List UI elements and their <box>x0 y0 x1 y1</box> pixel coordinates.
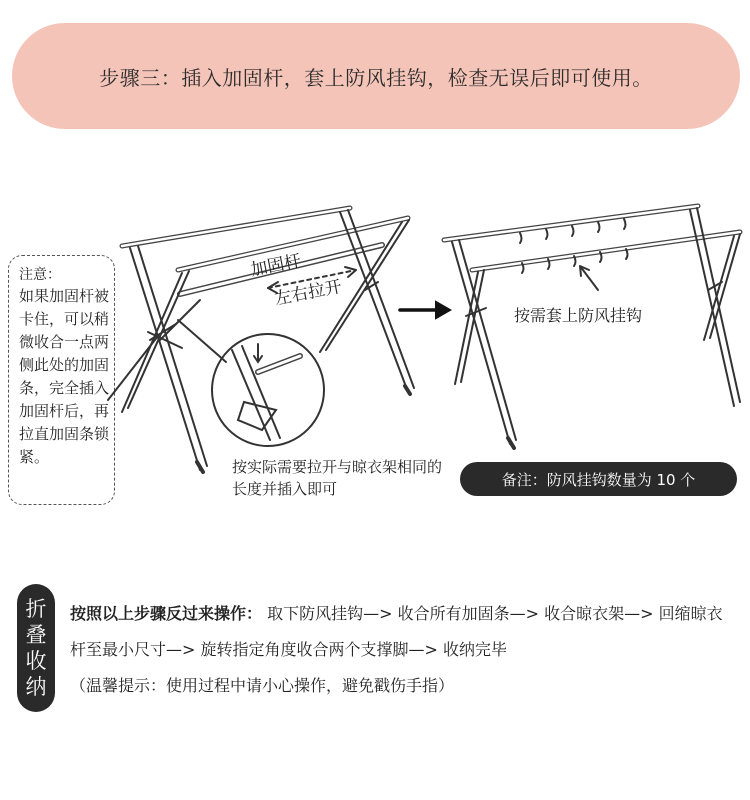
label-pull-left-right: 左右拉开 <box>272 276 344 310</box>
label-pull-length: 按实际需要拉开与晾衣架相同的长度并插入即可 <box>232 458 443 498</box>
fold-steps: 取下防风挂钩—> 收合所有加固条—> 收合晾衣架—> 回缩晾衣杆至最小尺寸—> 旋转指定角度收合两个支撑脚—> 收纳完毕 <box>70 604 723 659</box>
remark-pill <box>460 462 737 496</box>
fold-instructions <box>70 596 738 704</box>
right-rack <box>444 206 740 448</box>
label-hooks-as-needed: 按需套上防风挂钩 <box>514 306 643 325</box>
remark-text: 备注：防风挂钩数量为 10 个 <box>501 470 696 489</box>
fold-badge-char: 折 <box>25 597 47 621</box>
step-banner-text: 步骤三：插入加固杆，套上防风挂钩，检查无误后即可使用。 <box>99 65 653 90</box>
fold-badge-char: 收 <box>25 649 47 673</box>
fold-storage-badge <box>17 584 55 712</box>
left-rack <box>108 208 414 472</box>
fold-tip: （温馨提示：使用过程中请小心操作，避免戳伤手指） <box>70 676 455 695</box>
step-banner <box>12 23 740 129</box>
next-arrow <box>400 302 450 318</box>
fold-heading: 按照以上步骤反过来操作： <box>70 604 263 623</box>
fold-badge-char: 叠 <box>25 623 47 647</box>
note-body: 如果加固杆被卡住，可以稍微收合一点两侧此处的加固条，完全插入加固杆后，再拉直加固条锁紧。 <box>19 287 110 466</box>
note-title: 注意： <box>19 267 61 283</box>
label-reinforce-rod: 加固杆 <box>248 251 303 281</box>
joint-detail-magnifier <box>212 334 324 446</box>
fold-badge-char: 纳 <box>25 675 47 699</box>
